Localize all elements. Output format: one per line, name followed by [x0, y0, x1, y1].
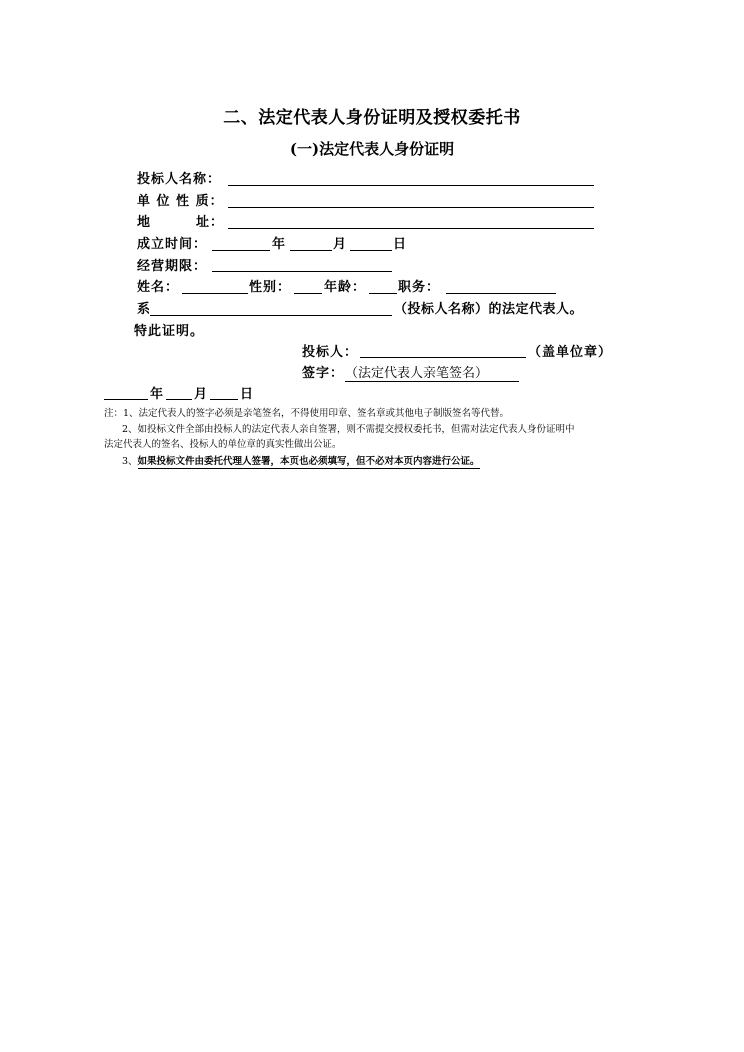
position-line: [446, 293, 556, 294]
established-label: 成立时间：: [137, 237, 208, 252]
date-month: 月: [194, 387, 209, 402]
age-label: 年龄：: [324, 280, 367, 295]
relation-line: [150, 315, 392, 316]
note-3-prefix: 3、: [122, 456, 138, 467]
established-day: 日: [393, 237, 408, 252]
bidder-name-label: 投标人名称：: [137, 172, 222, 187]
note-3-text: 如果投标文件由委托代理人签署，本页也必须填写，但不必对本页内容进行公证。: [137, 456, 480, 467]
signature-bidder-line: [360, 357, 526, 358]
bidder-name-line: [228, 185, 594, 186]
gender-line: [294, 293, 322, 294]
page-title: 二、法定代表人身份证明及授权委托书: [223, 108, 521, 128]
established-month: 月: [333, 237, 348, 252]
name-label: 姓名：: [137, 280, 180, 295]
section-subtitle: (一)法定代表人身份证明: [289, 140, 455, 158]
seal-text: （盖单位章）: [528, 345, 613, 360]
date-year-line: [104, 399, 148, 400]
name-line: [182, 293, 248, 294]
relation-suffix: （投标人名称）的法定代表人。: [394, 302, 584, 317]
note-2-line-1: 2、如投标文件全部由投标人的法定代表人亲自签署，则不需提交授权委托书，但需对法定代表人身份证明中: [122, 424, 575, 435]
note-3: [122, 453, 480, 467]
term-label: 经营期限：: [137, 259, 208, 274]
sign-label: 签字：: [302, 366, 345, 381]
address-line: [228, 228, 594, 229]
date-day-line: [210, 399, 238, 400]
unit-nature-line: [228, 207, 594, 208]
address-label-a: 地: [137, 215, 152, 230]
date-month-line: [166, 399, 192, 400]
established-month-line: [290, 250, 332, 251]
certify-text: 特此证明。: [134, 324, 205, 339]
date-day: 日: [240, 387, 255, 402]
date-year: 年: [150, 387, 165, 402]
gender-label: 性别：: [249, 280, 292, 295]
signature-bidder-label: 投标人：: [302, 345, 359, 360]
established-year-line: [212, 250, 270, 251]
address-label-b: 址：: [196, 215, 225, 230]
established-day-line: [350, 250, 392, 251]
note-2-line-2: 法定代表人的签名、投标人的单位章的真实性做出公证。: [104, 439, 342, 450]
relation-prefix: 系: [137, 302, 152, 317]
unit-nature-label: 单 位 性 质：: [137, 194, 224, 209]
established-year: 年: [272, 237, 287, 252]
term-line: [212, 271, 392, 272]
age-line: [369, 293, 397, 294]
position-label: 职务：: [398, 280, 441, 295]
sign-hint: （法定代表人亲笔签名）: [345, 362, 519, 382]
note-1: 注：1、法定代表人的签字必须是亲笔签名，不得使用印章、签名章或其他电子制版签名等代替。: [104, 408, 510, 419]
